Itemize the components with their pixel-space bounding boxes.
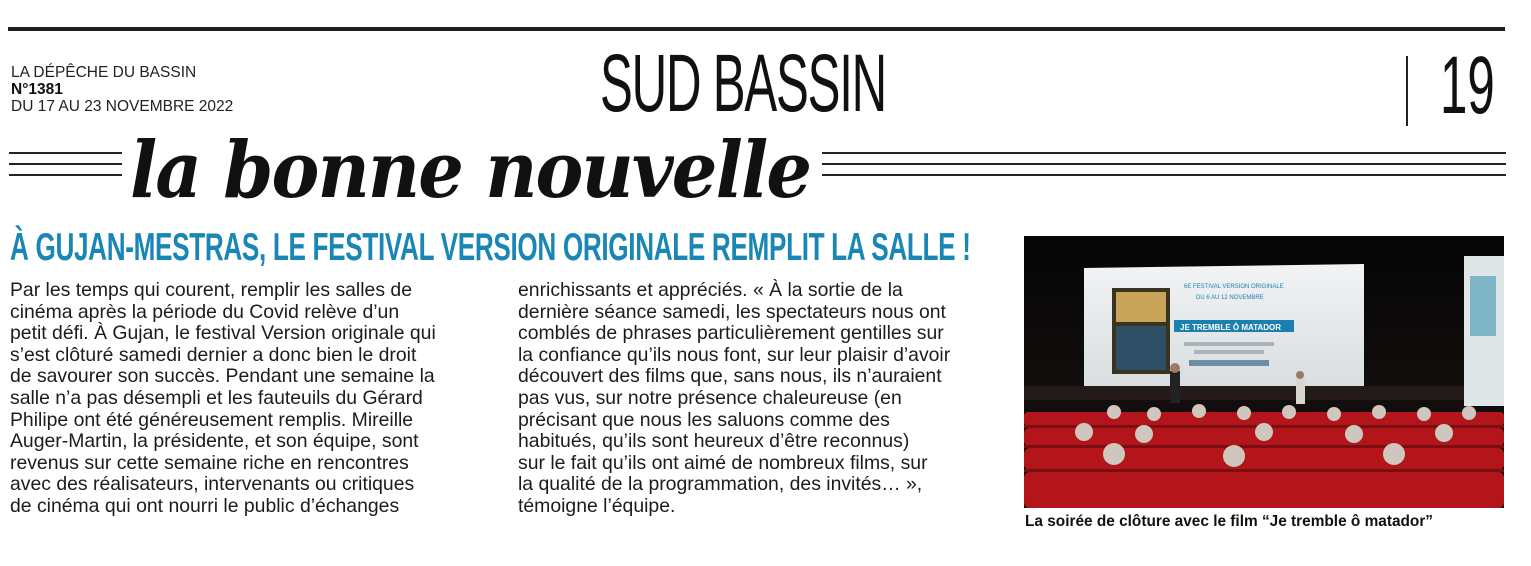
page-number: 19 bbox=[1440, 40, 1495, 131]
article-column-2: enrichissants et appréciés. « À la sortie de la dernière séance samedi, les spectateurs nous ont comblés de phrases particulièrement gentilles sur la confiance qu’ils nous font, sur leur plaisir d’avoir découvert des films que, sans nous, ils n’auraient pas vus, sur notre présence chaleureuse (en précisant que nous les saluons comme des habitués, qu’ils sont heureux d’être reconnus) sur le fait qu’ils ont aimé de nombreux films, sur la qualité de la programmation, des invités… », témoigne l’équipe. bbox=[518, 279, 951, 517]
section-title: SUD BASSIN bbox=[600, 38, 887, 129]
article-headline: À GUJAN-MESTRAS, LE FESTIVAL VERSION ORIGINALE REMPLIT LA SALLE ! bbox=[10, 226, 971, 269]
issue-number: N°1381 bbox=[11, 81, 63, 98]
article-column-1: Par les temps qui courent, remplir les salles de cinéma après la période du Covid relève d’un petit défi. À Gujan, le festival Version originale qui s’est clôturé samedi dernier a donc bien le droit de savourer son succès. Pendant une semaine la salle n’a pas désempli et les fauteuils du Gérard Philipe ont été généreusement remplis. Mireille Auger-Martin, la présidente, et son équipe, sont revenus sur cette semaine riche en rencontres avec des réalisateurs, intervenants ou critiques de cinéma qui ont nourri le public d’échanges bbox=[10, 279, 436, 517]
masthead bbox=[11, 64, 233, 115]
publication-name: LA DÉPÊCHE DU BASSIN bbox=[11, 64, 197, 81]
svg-text:DU 6 AU 12 NOVEMBRE: DU 6 AU 12 NOVEMBRE bbox=[1196, 295, 1264, 301]
cinema-photo-illustration bbox=[1024, 236, 1504, 508]
cinema-photo bbox=[1024, 236, 1504, 508]
photo-caption: La soirée de clôture avec le film “Je tremble ô matador” bbox=[1025, 513, 1434, 530]
top-rule bbox=[8, 27, 1505, 31]
svg-text:JE TREMBLE Ô MATADOR: JE TREMBLE Ô MATADOR bbox=[1180, 323, 1282, 332]
page-divider bbox=[1406, 56, 1408, 126]
svg-text:6E FESTIVAL VERSION ORIGINALE: 6E FESTIVAL VERSION ORIGINALE bbox=[1184, 284, 1284, 290]
issue-dates: DU 17 AU 23 NOVEMBRE 2022 bbox=[11, 98, 234, 115]
rubric-title: la bonne nouvelle bbox=[130, 125, 811, 216]
